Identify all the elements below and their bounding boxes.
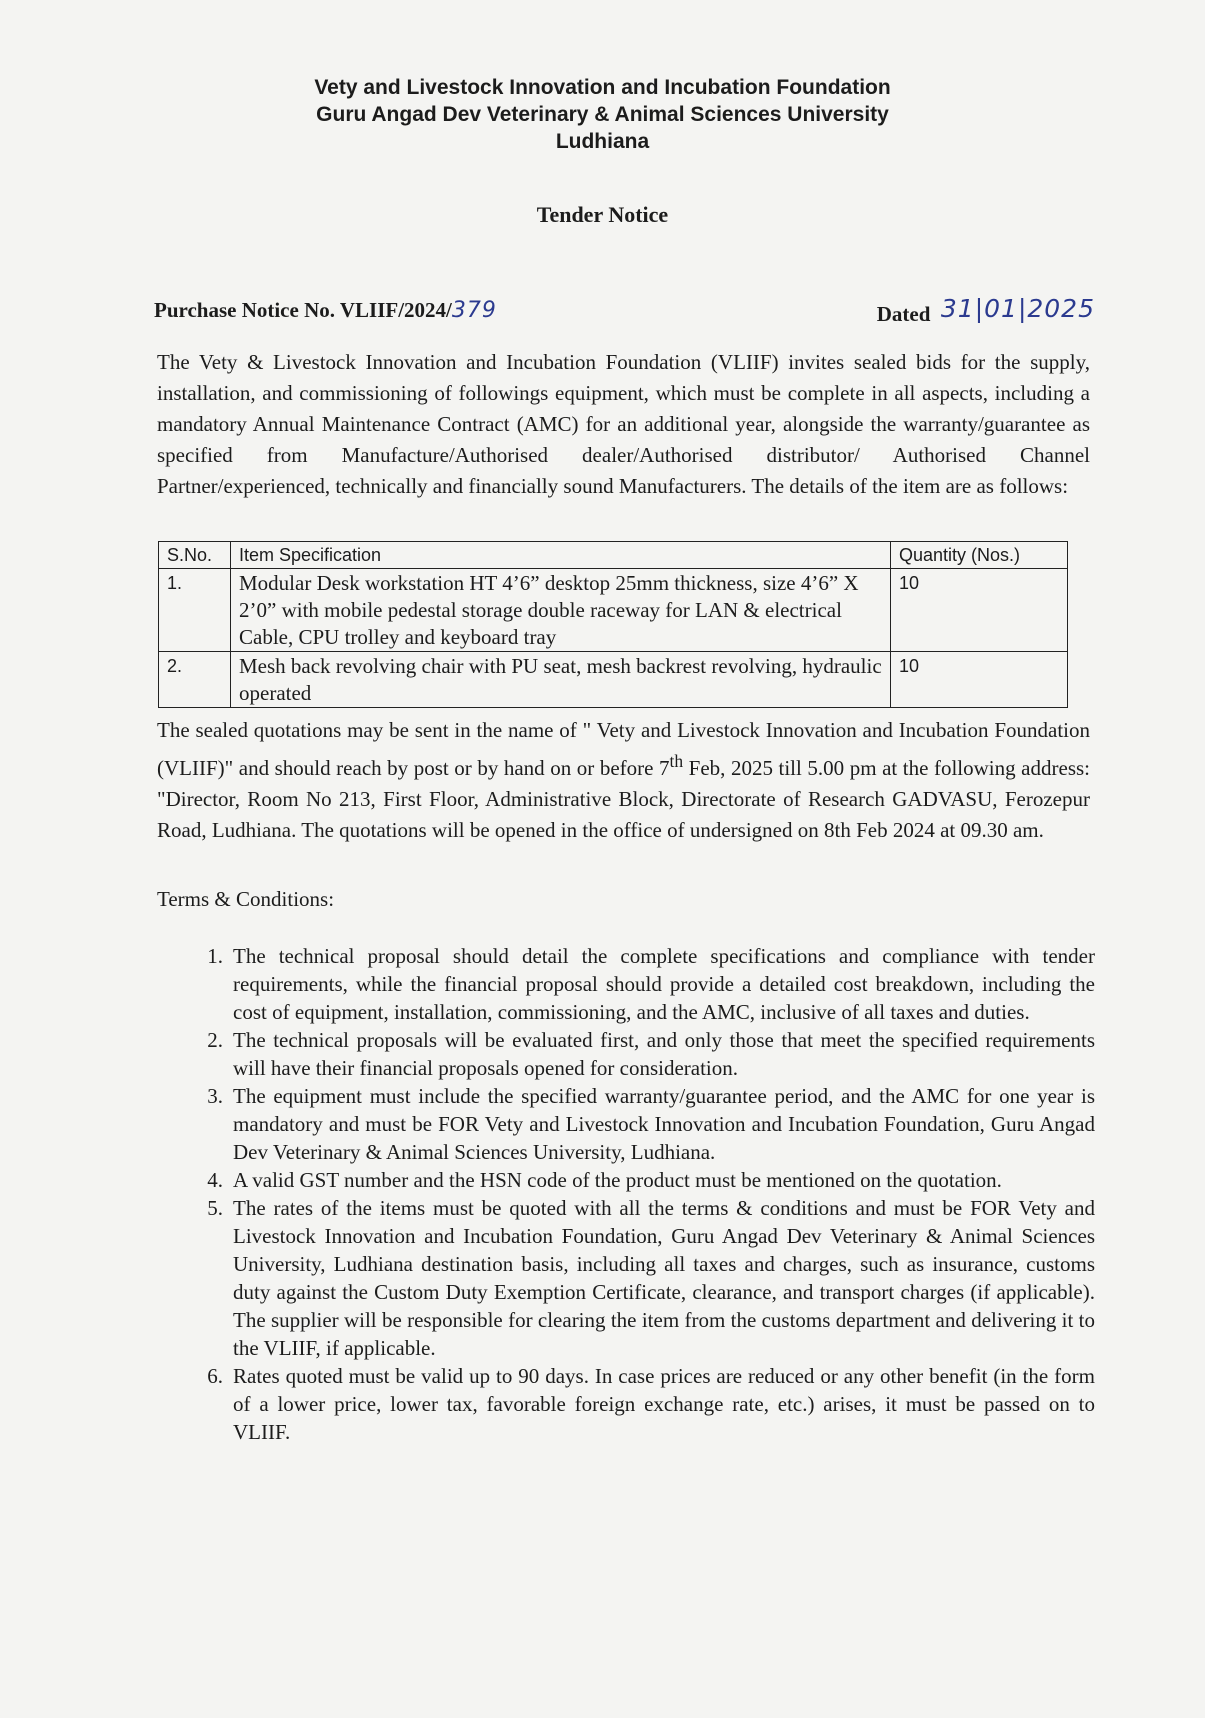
list-item	[207, 1166, 1095, 1194]
term-number: 5.	[207, 1196, 223, 1220]
row-sno: 1.	[159, 569, 231, 652]
org-name: Vety and Livestock Innovation and Incubation Foundation	[314, 76, 891, 99]
term-text: The rates of the items must be quoted with all the terms & conditions and must be FOR Vety and Livestock Innovation and Incubation Foundation, Guru Angad Dev Veterinary & Animal Sciences University, Ludhiana destination basis, including all taxes and charges, such as insurance, customs duty against the Custom Duty Exemption Certificate, clearance, and transport charges (if applicable). The supplier will be responsible for clearing the item from the customs department and delivering it to the VLIIF, if applicable.	[233, 1196, 1095, 1360]
university-name: Guru Angad Dev Veterinary & Animal Sciences University	[316, 103, 889, 126]
term-number: 4.	[207, 1168, 223, 1192]
city-name: Ludhiana	[555, 130, 650, 153]
row-qty: 10	[891, 652, 1068, 708]
intro-paragraph: The Vety & Livestock Innovation and Incubation Foundation (VLIIF) invites sealed bids for the supply, installation, and commissioning of followings equipment, which must be complete in all aspects, including a mandatory Annual Maintenance Contract (AMC) for an additional year, alongside the warranty/guarantee as specified from Manufacture/Authorised dealer/Authorised distributor/ Authorised Channel Partner/experienced, technically and financially sound Manufacturers. The details of the item are as follows:	[157, 350, 1090, 498]
term-text: Rates quoted must be valid up to 90 days. In case prices are reduced or any other benefit (in the form of a lower price, lower tax, favorable foreign exchange rate, etc.) arises, it must be passed on to VLIIF.	[233, 1364, 1095, 1444]
list-item	[207, 1082, 1095, 1166]
row-spec: Modular Desk workstation HT 4’6” desktop 25mm thickness, size 4’6” X 2’0” with mobile pedestal storage double raceway for LAN & electrical Cable, CPU trolley and keyboard tray	[231, 569, 891, 652]
header-quantity: Quantity (Nos.)	[891, 542, 1068, 569]
table-row	[159, 652, 1068, 708]
row-qty: 10	[891, 569, 1068, 652]
items-table	[158, 541, 1068, 708]
header-sno: S.No.	[159, 542, 231, 569]
submission-text-1: The sealed quotations may be sent in the name of " Vety and Livestock Innovation and Incubation Foundation (VLIIF)" and should reach by post or by hand on or before 7	[157, 718, 1090, 780]
list-item	[207, 1194, 1095, 1362]
purchase-notice-number	[154, 298, 497, 323]
date-handwritten: 31|01|2025	[940, 294, 1095, 323]
term-number: 6.	[207, 1364, 223, 1388]
term-number: 2.	[207, 1028, 223, 1052]
list-item	[207, 1362, 1095, 1446]
document-title: Tender Notice	[536, 202, 669, 227]
row-sno: 2.	[159, 652, 231, 708]
dated-label: Dated	[876, 302, 931, 326]
table-header-row	[159, 542, 1068, 569]
terms-heading: Terms & Conditions:	[157, 887, 335, 911]
list-item	[207, 942, 1095, 1026]
terms-list	[207, 942, 1095, 1446]
notice-date	[876, 294, 1095, 327]
submission-text-2: Feb, 2025 till 5.00 pm at the following address: "Director, Room No 213, First Floor, Administrative Block, Directorate of Research GADVASU, Ferozepur Road, Ludhiana. The quotations will be opened in the office of undersigned on 8th Feb 2024 at 09.30 am.	[157, 756, 1090, 842]
header-item-spec: Item Specification	[231, 542, 891, 569]
term-text: The equipment must include the specified warranty/guarantee period, and the AMC for one year is mandatory and must be FOR Vety and Livestock Innovation and Incubation Foundation, Guru Angad Dev Veterinary & Animal Sciences University, Ludhiana.	[233, 1084, 1095, 1164]
term-text: A valid GST number and the HSN code of the product must be mentioned on the quotation.	[233, 1168, 1002, 1192]
term-text: The technical proposal should detail the complete specifications and compliance with tender requirements, while the financial proposal should provide a detailed cost breakdown, including the cost of equipment, installation, commissioning, and the AMC, inclusive of all taxes and duties.	[233, 944, 1095, 1024]
term-number: 1.	[207, 944, 223, 968]
term-number: 3.	[207, 1084, 223, 1108]
term-text: The technical proposals will be evaluated first, and only those that meet the specified requirements will have their financial proposals opened for consideration.	[233, 1028, 1095, 1080]
table-row	[159, 569, 1068, 652]
notice-number-handwritten: 379	[451, 298, 497, 323]
list-item	[207, 1026, 1095, 1082]
notice-number-label: Purchase Notice No. VLIIF/2024/	[154, 298, 452, 322]
row-spec: Mesh back revolving chair with PU seat, mesh backrest revolving, hydraulic operated	[231, 652, 891, 708]
organization-header	[0, 74, 1205, 155]
submission-paragraph	[157, 715, 1090, 846]
submission-sup: th	[669, 751, 684, 771]
